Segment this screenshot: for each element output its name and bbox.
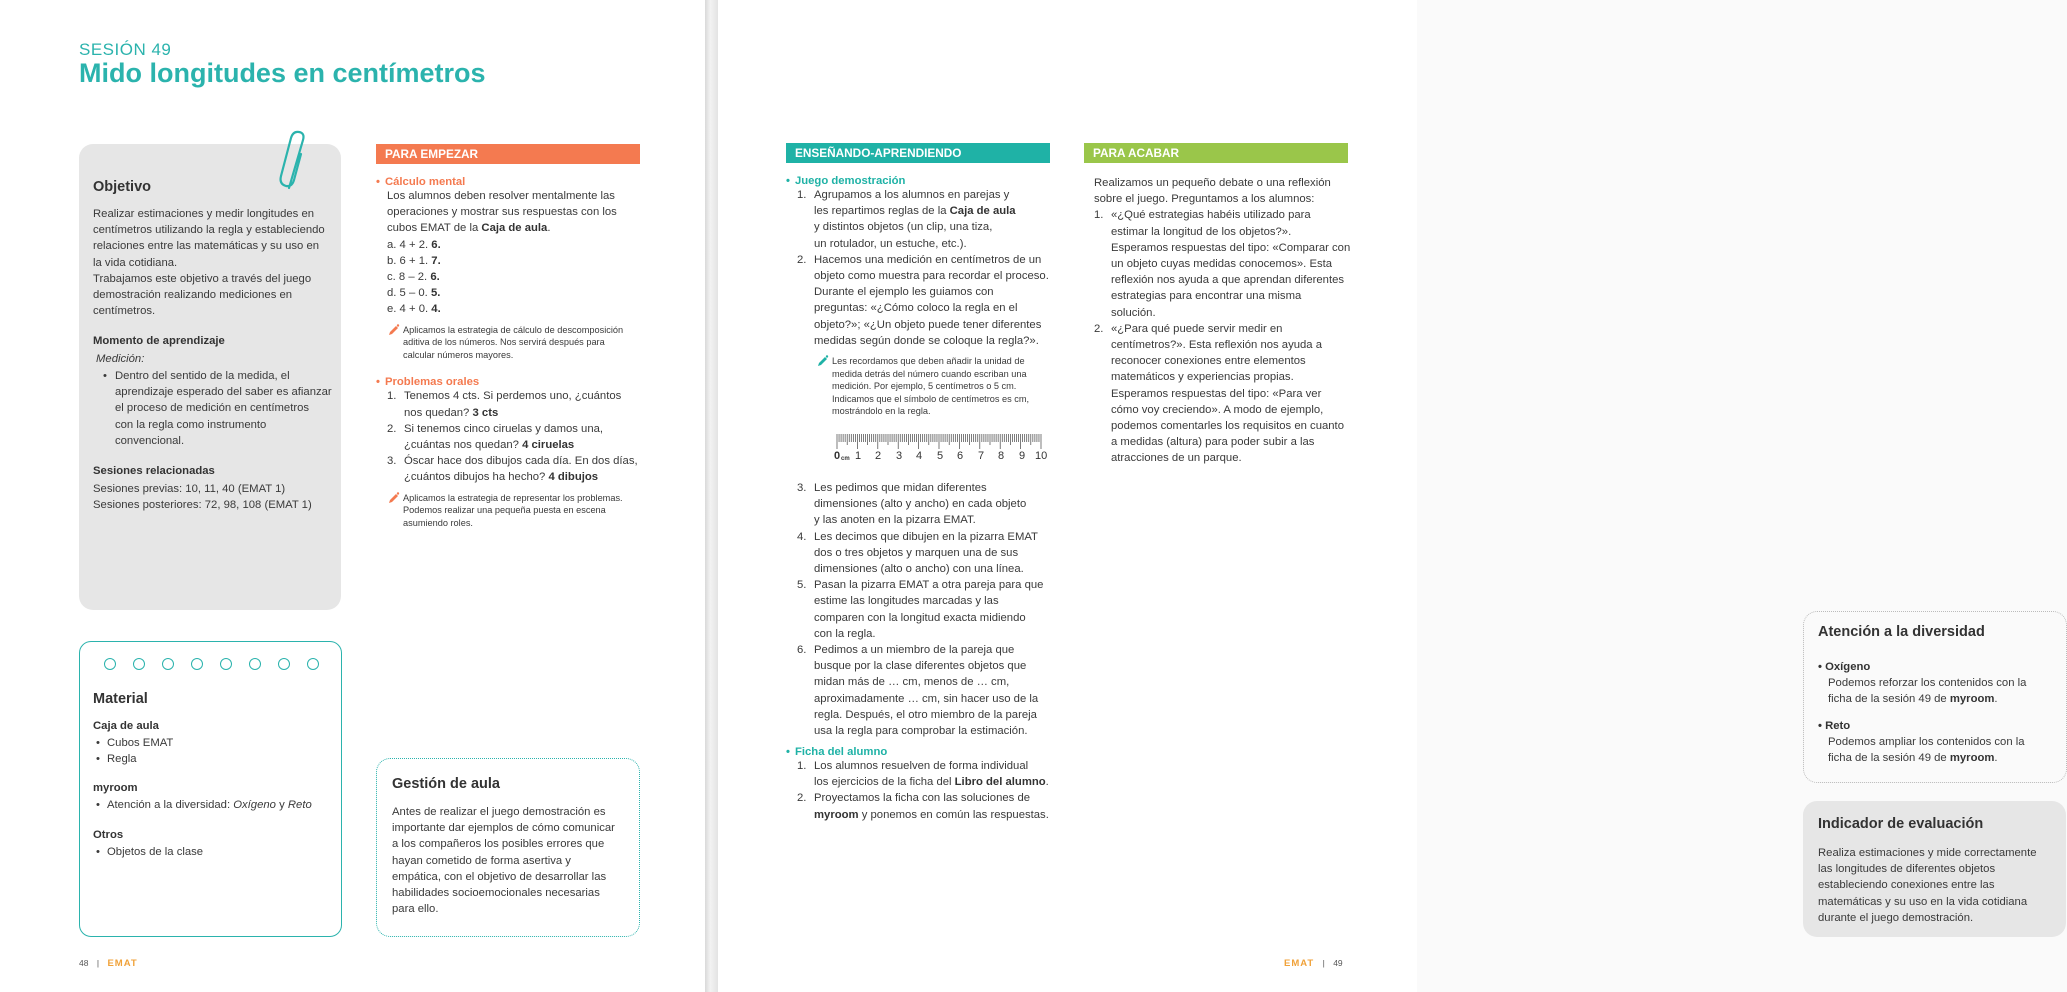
ruler-label: 2 xyxy=(875,450,882,462)
ruler-label: 4 xyxy=(916,450,923,462)
text-line: las longitudes de diferentes objetos xyxy=(1818,863,1996,876)
step-item xyxy=(797,252,1061,349)
note-line: Podemos realizar una pequeña puesta en escena xyxy=(403,505,606,516)
indicador-box xyxy=(1803,801,2066,937)
text-line: a los compañeros los posibles errores que xyxy=(392,838,605,851)
op-label: b. 6 + 1. xyxy=(387,254,432,267)
text-line: les repartimos reglas de la xyxy=(814,205,950,218)
related-heading: Sesiones relacionadas xyxy=(93,465,215,477)
note-line: medición. Por ejemplo, 5 centímetros o 5 cm. xyxy=(832,381,1017,392)
text-line: Tenemos 4 cts. Si perdemos uno, ¿cuántos xyxy=(404,390,622,403)
paperclip-icon xyxy=(279,132,311,194)
step-item xyxy=(797,642,1067,739)
text-line: preguntas: «¿Cómo coloco la regla en el xyxy=(814,302,1018,315)
list-item: • Objetos de la clase xyxy=(93,844,323,860)
item-number: 6. xyxy=(797,644,807,657)
right-page xyxy=(718,0,2037,992)
step-item xyxy=(797,529,1067,578)
item-number: 1. xyxy=(797,760,807,772)
item-number: 3. xyxy=(797,482,807,494)
calc-heading-text: Cálculo mental xyxy=(384,176,466,188)
juego-heading-text: Juego demostración xyxy=(794,175,906,187)
ruler-label: 5 xyxy=(937,450,944,462)
text-line: estime las longitudes marcadas y las xyxy=(814,595,999,608)
text-line: Les decimos que dibujen en la pizarra EMAT xyxy=(814,530,1038,543)
problem-answer: 4 dibujos xyxy=(548,471,599,484)
caja-list xyxy=(93,735,323,767)
moment-list: • Dentro del sentido de la medida, el aprendizaje esperado del saber es afianzar el proceso de medición en centímetros con la regla como instrumento convencional. xyxy=(101,368,341,449)
list-item: • Regla xyxy=(93,751,323,767)
ring-icon xyxy=(162,658,174,670)
op-answer: 6. xyxy=(430,271,440,284)
period: . xyxy=(1994,752,1998,765)
pencil-icon xyxy=(387,324,400,337)
prob-note xyxy=(387,492,646,530)
objective-line: centímetros utilizando la regla y estableciendo xyxy=(93,224,325,237)
text-line: Los alumnos resuelven de forma individual xyxy=(814,760,1029,772)
item-number: 3. xyxy=(387,455,397,468)
step-item xyxy=(797,187,1061,252)
moment-line: aprendizaje esperado del saber es afianzar xyxy=(115,386,332,399)
op-answer: 4. xyxy=(431,303,441,316)
ring-icon xyxy=(191,658,203,670)
op-answer: 7. xyxy=(431,254,441,267)
note-line: aditiva de los números. Nos servirá después para xyxy=(403,337,605,348)
text-line: . xyxy=(1045,776,1049,789)
text-line: empática, con el objetivo de desarrollar las xyxy=(392,870,607,883)
ensenando-bar: ENSEÑANDO-APRENDIENDO xyxy=(786,143,1050,163)
item-number: 2. xyxy=(797,253,807,266)
ruler-label: 8 xyxy=(998,450,1005,462)
page-number: 48 xyxy=(79,958,89,968)
text-line: cómo voy creciendo». A modo de ejemplo, xyxy=(1111,403,1324,416)
text-line: estableciendo conexiones entre las xyxy=(1818,879,1995,892)
text-line: Esperamos respuestas del tipo: «Para ver xyxy=(1111,387,1322,400)
op-item xyxy=(387,285,646,301)
text-line: Esperamos respuestas del tipo: «Comparar con xyxy=(1111,241,1351,254)
para-acabar-bar: PARA ACABAR xyxy=(1084,143,1348,163)
text-line: estimar la longitud de los objetos?». xyxy=(1111,225,1292,238)
text-line: «¿Qué estrategias habéis utilizado para xyxy=(1111,209,1311,222)
text-line: a medidas (altura) para poder subir a las xyxy=(1111,436,1315,449)
prob-heading: • Problemas orales xyxy=(376,376,480,389)
ring-icon xyxy=(104,658,116,670)
reto-heading: • Reto xyxy=(1818,719,1851,732)
related-next: Sesiones posteriores: 72, 98, 108 (EMAT 1) xyxy=(93,499,312,511)
ensenando-content xyxy=(786,175,1061,418)
text-line: Proyectamos la ficha con las soluciones de xyxy=(814,792,1031,805)
text-line: comparen con la longitud exacta midiendo xyxy=(814,611,1026,624)
footer-right xyxy=(1284,958,1343,969)
text-line: importante dar ejemplos de cómo comunicar xyxy=(392,822,615,835)
ficha-section xyxy=(786,746,1061,823)
text-line: Los alumnos deben resolver mentalmente las xyxy=(387,190,615,202)
op-item xyxy=(387,301,646,317)
text-line: sobre el juego. Preguntamos a los alumnos: xyxy=(1094,193,1315,206)
ficha-heading-text: Ficha del alumno xyxy=(794,746,888,758)
ring-icon xyxy=(307,658,319,670)
indicador-text xyxy=(1818,845,2058,926)
text-line: usa la regla para comprobar la estimación. xyxy=(814,725,1028,738)
item-number: 2. xyxy=(387,422,397,435)
para-empezar-content xyxy=(376,176,646,529)
ruler-label: 10 xyxy=(1035,450,1048,462)
text-line: regla. Después, el otro miembro de la pareja xyxy=(814,708,1037,721)
objective-line: centímetros. xyxy=(93,305,156,318)
indicador-heading: Indicador de evaluación xyxy=(1818,816,1984,832)
text-line: Si tenemos cinco ciruelas y damos una, xyxy=(404,422,604,435)
text-line: Realizamos un pequeño debate o una reflexión xyxy=(1094,177,1331,189)
problem-answer: 3 cts xyxy=(472,406,499,419)
moment-heading: Momento de aprendizaje xyxy=(93,335,225,347)
ring-icon xyxy=(220,658,232,670)
problems-list xyxy=(376,388,646,485)
text-line: Podemos ampliar los contenidos con la xyxy=(1828,735,2025,748)
reto-label: Reto xyxy=(1825,719,1851,732)
ring-icon xyxy=(133,658,145,670)
caja-aula-bold: Caja de aula xyxy=(949,205,1016,218)
caja-aula-bold: Caja de aula xyxy=(481,222,548,235)
op-item xyxy=(387,269,646,285)
ruler-label: 1 xyxy=(855,450,862,462)
objective-line: Realizar estimaciones y medir longitudes en xyxy=(93,208,315,220)
otros-heading: Otros xyxy=(93,829,124,841)
text-line: Pasan la pizarra EMAT a otra pareja para que xyxy=(814,579,1044,592)
moment-line: con la regla como instrumento xyxy=(115,418,267,431)
op-answer: 6. xyxy=(431,238,441,251)
item-number: 4. xyxy=(797,530,807,543)
atencion-heading: Atención a la diversidad xyxy=(1818,624,1985,640)
step-item xyxy=(797,758,1061,790)
text-line: centímetros?». Esta reflexión nos ayuda a xyxy=(1111,339,1322,352)
problem-item xyxy=(387,421,646,453)
text-line: solución. xyxy=(1111,306,1156,319)
session-number: SESIÓN 49 xyxy=(79,40,172,59)
op-answer: 5. xyxy=(430,287,441,300)
op-label: e. 4 + 0. xyxy=(387,303,432,316)
op-item xyxy=(387,253,646,269)
oxigeno-heading: • Oxígeno xyxy=(1818,661,1871,673)
text-line: ficha de la sesión 49 de xyxy=(1828,752,1950,765)
note-line: calcular números mayores. xyxy=(403,349,514,360)
text-line: los ejercicios de la ficha del xyxy=(814,776,955,789)
text-line: con la regla. xyxy=(814,627,876,640)
list-item xyxy=(93,797,333,813)
reto-text xyxy=(1818,734,2058,766)
text-line: Realiza estimaciones y mide correctamente xyxy=(1818,847,2037,859)
reto-label: Reto xyxy=(287,799,312,811)
myroom-bold: myroom xyxy=(1949,752,1995,765)
period: . xyxy=(1994,693,1998,706)
note-line: medida detrás del número cuando escriban una xyxy=(832,368,1027,379)
atencion-content xyxy=(1818,659,2058,766)
ruler-label: 9 xyxy=(1019,450,1026,462)
text-line: cubos EMAT de la xyxy=(387,222,482,235)
objective-line: la vida cotidiana. xyxy=(93,256,178,269)
objective-text xyxy=(93,206,338,319)
text-line: un objeto cuyas medidas conocemos». Esta xyxy=(1111,258,1333,271)
text-line: busque por la clase diferentes objetos que xyxy=(814,660,1027,673)
gestion-heading: Gestión de aula xyxy=(392,776,500,792)
moment-line: convencional. xyxy=(115,434,185,447)
text-line: ¿cuántas nos quedan? xyxy=(404,439,523,452)
text-line: Podemos reforzar los contenidos con la xyxy=(1828,677,2027,690)
measure-note xyxy=(816,355,1061,418)
moment-area: Medición: xyxy=(96,353,145,365)
ficha-list xyxy=(786,758,1061,823)
text-line: hayan cometido de forma asertiva y xyxy=(392,854,571,867)
ruler-ticks xyxy=(832,434,1046,450)
text-line: dos o tres objetos y marquen una de sus xyxy=(814,546,1019,559)
text-line: objeto como muestra para recordar el proceso. xyxy=(814,270,1049,283)
note-line: Aplicamos la estrategia de representar los problemas. xyxy=(403,492,623,503)
text-line: dimensiones (alto o ancho) con una línea. xyxy=(814,563,1024,576)
op-label: a. 4 + 2. xyxy=(387,238,432,251)
step-item xyxy=(797,790,1061,822)
problem-item xyxy=(387,388,646,420)
calc-intro: Los alumnos deben resolver mentalmente las operaciones y mostrar sus respuestas con los cubos EMAT de la Caja de aula. xyxy=(376,188,646,237)
brand-logo: EMAT xyxy=(107,958,138,969)
objective-line: Trabajamos este objetivo a través del juego xyxy=(93,272,312,285)
brand-logo: EMAT xyxy=(1284,958,1315,969)
ruler-label: 0 xyxy=(834,450,841,462)
question-item xyxy=(1094,321,1359,467)
objective-box xyxy=(79,144,341,610)
gestion-box xyxy=(376,758,640,937)
op-item xyxy=(387,237,646,253)
ruler-label: 7 xyxy=(978,450,985,462)
libro-bold: Libro del alumno xyxy=(954,776,1046,789)
otros-list xyxy=(93,844,323,860)
atencion-box xyxy=(1803,611,2067,783)
myroom-list xyxy=(93,797,333,813)
myroom-prefix: Atención a la diversidad: xyxy=(107,799,234,811)
myroom-bold: myroom xyxy=(1949,693,1995,706)
text-line: midan más de … cm, menos de … cm, xyxy=(814,676,1010,689)
text-line: y las anoten en la pizarra EMAT. xyxy=(814,514,976,527)
item-number: 2. xyxy=(797,792,807,805)
material-heading: Material xyxy=(93,691,148,707)
objective-line: demostración realizando mediciones en xyxy=(93,289,293,302)
text-line: y distintos objetos (un clip, una tiza, xyxy=(814,221,993,234)
text-line: objeto?»; «¿Un objeto puede tener diferentes xyxy=(814,318,1042,331)
text-line: Durante el ejemplo les guiamos con xyxy=(814,286,994,299)
session-title: Mido longitudes en centímetros xyxy=(79,58,486,88)
ruler xyxy=(832,434,1046,464)
note-line: Aplicamos la estrategia de cálculo de descomposición xyxy=(403,324,624,335)
text-line: Agrupamos a los alumnos en parejas y xyxy=(814,189,1010,201)
calc-note xyxy=(387,324,646,362)
text-line: y ponemos en común las respuestas. xyxy=(858,808,1049,821)
steps-list-b xyxy=(797,480,1067,739)
text-line: operaciones y mostrar sus respuestas con los xyxy=(387,206,617,219)
pencil-icon xyxy=(816,355,829,368)
oxigeno-text xyxy=(1818,675,2058,707)
text-line: aproximadamente … cm, sin hacer uso de la xyxy=(814,692,1039,705)
question-item xyxy=(1094,207,1359,320)
conjunction: y xyxy=(275,799,288,811)
problem-answer: 4 ciruelas xyxy=(522,439,575,452)
book-gutter xyxy=(705,0,718,992)
moment-line: el proceso de medición en centímetros xyxy=(115,402,310,415)
text-line: ficha de la sesión 49 de xyxy=(1828,693,1950,706)
objective-line: relaciones entre las matemáticas y su uso en xyxy=(93,240,320,253)
caja-heading: Caja de aula xyxy=(93,720,159,732)
text-line: reflexión nos ayuda a que aprendan diferentes xyxy=(1111,274,1345,287)
myroom-heading: myroom xyxy=(93,782,138,794)
text-line: estrategias para encontrar una misma xyxy=(1111,290,1302,303)
related-prev: Sesiones previas: 10, 11, 40 (EMAT 1) xyxy=(93,483,286,495)
pencil-icon xyxy=(387,492,400,505)
myroom-bold: myroom xyxy=(814,808,859,821)
text-line: atracciones de un parque. xyxy=(1111,452,1242,465)
text-line: un rotulador, un estuche, etc.). xyxy=(814,237,967,250)
ring-icon xyxy=(278,658,290,670)
para-empezar-bar: PARA EMPEZAR xyxy=(376,144,640,164)
objective-heading: Objetivo xyxy=(93,179,152,195)
note-line: Les recordamos que deben añadir la unidad de xyxy=(832,356,1025,367)
steps-list-a xyxy=(786,187,1061,349)
text-line: Hacemos una medición en centímetros de un xyxy=(814,253,1042,266)
note-line: asumiendo roles. xyxy=(403,517,473,528)
page-number: 49 xyxy=(1333,958,1343,968)
moment-line: Dentro del sentido de la medida, el xyxy=(115,370,290,382)
gestion-text xyxy=(392,804,637,917)
calc-heading: • Cálculo mental xyxy=(376,176,466,188)
list-item: • Cubos EMAT xyxy=(93,735,323,751)
text-line: dimensiones (alto y ancho) en cada objeto xyxy=(814,498,1027,511)
text-line: ¿cuántos dibujos ha hecho? xyxy=(404,471,549,484)
ruler-unit: cm xyxy=(841,456,850,462)
op-label: c. 8 – 2. xyxy=(387,271,431,284)
text-line: nos quedan? xyxy=(404,406,473,419)
material-box xyxy=(79,641,342,937)
text-line: Pedimos a un miembro de la pareja que xyxy=(814,644,1015,657)
note-line: mostrándolo en la regla. xyxy=(832,406,931,417)
oxigeno-label: Oxígeno xyxy=(233,799,276,811)
text-line: podemos comentarles los requisitos en cuanto xyxy=(1111,420,1344,433)
text-line: reconocer conexiones entre elementos xyxy=(1111,355,1306,368)
item-number: 5. xyxy=(797,579,807,592)
op-label: d. 5 – 0. xyxy=(387,287,431,300)
text-line: Antes de realizar el juego demostración es xyxy=(392,806,606,818)
item-number: 2. xyxy=(1094,322,1104,335)
ficha-heading: • Ficha del alumno xyxy=(786,746,888,758)
para-acabar-content xyxy=(1094,175,1359,467)
item-number: 1. xyxy=(1094,209,1104,222)
text-line: medidas según donde se coloque la regla?». xyxy=(814,334,1039,347)
left-page xyxy=(0,0,705,992)
ruler-label: 6 xyxy=(957,450,964,462)
text-line: «¿Para qué puede servir medir en xyxy=(1111,322,1283,335)
text-line: matemáticas y su uso en la vida cotidiana xyxy=(1818,895,2028,908)
text-line: habilidades socioemocionales necesarias xyxy=(392,887,600,900)
step-item xyxy=(797,480,1067,529)
ops-list xyxy=(376,237,646,318)
footer-left xyxy=(79,958,138,969)
note-line: Indicamos que el símbolo de centímetros es cm, xyxy=(832,393,1030,404)
separator: | xyxy=(96,958,100,968)
text-line: Les pedimos que midan diferentes xyxy=(814,482,987,494)
prob-heading-text: Problemas orales xyxy=(384,376,480,389)
separator: | xyxy=(1322,958,1325,968)
problem-item xyxy=(387,453,646,485)
juego-heading: • Juego demostración xyxy=(786,175,906,187)
ruler-label: 3 xyxy=(896,450,903,462)
item-number: 1. xyxy=(387,390,397,403)
text-line: Óscar hace dos dibujos cada día. En dos días, xyxy=(404,455,638,468)
text-line: matemáticos y experiencias propias. xyxy=(1111,371,1294,384)
ring-icon xyxy=(249,658,261,670)
item-number: 1. xyxy=(797,189,807,201)
step-item xyxy=(797,577,1067,642)
text-line: durante el juego demostración. xyxy=(1818,911,1974,924)
text-line: para ello. xyxy=(392,903,439,916)
oxigeno-label: Oxígeno xyxy=(1825,661,1871,673)
